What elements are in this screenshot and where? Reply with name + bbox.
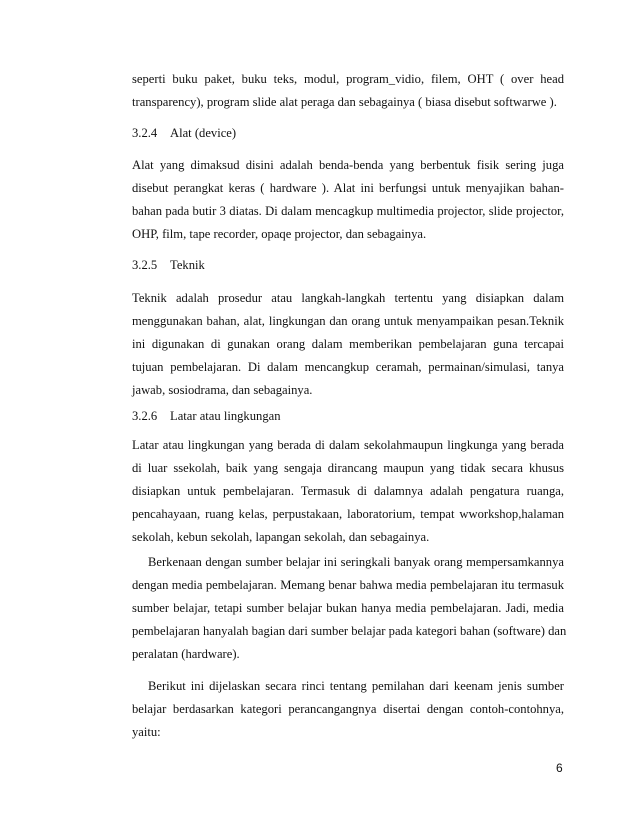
text-line: di luar ssekolah, baik yang sengaja dirancang maupun yang tidak secara khusus <box>132 461 564 475</box>
text-line: transparency), program slide alat peraga dan sebagainya ( biasa disebut softwarwe ). <box>132 95 557 109</box>
text-line: pencahayaan, ruang kelas, perpustakaan, laboratorium, tempat wworkshop,halaman <box>132 507 564 521</box>
section-title: Alat (device) <box>170 126 237 140</box>
text-line: belajar berdasarkan kategori perancangangnya disertai dengan contoh-contohnya, <box>132 702 564 716</box>
text-line: disiapkan untuk pembelajaran. Termasuk di dalamnya adalah pengatura ruanga, <box>132 484 564 498</box>
section-number: 3.2.6 <box>132 409 158 423</box>
teknik-paragraph <box>132 287 564 402</box>
text-line: sekolah, kebun sekolah, lapangan sekolah, dan sebagainya. <box>132 530 430 544</box>
text-line: yaitu: <box>132 725 161 739</box>
page-number: 6 <box>556 761 563 775</box>
text-line: bahan pada butir 3 diatas. Di dalam mencagkup multimedia projector, slide projector, <box>132 204 564 218</box>
text-line: peralatan (hardware). <box>132 647 240 661</box>
section-title: Latar atau lingkungan <box>170 409 281 423</box>
text-line: sumber belajar, tetapi sumber belajar bukan hanya media pembelajaran. Jadi, media <box>132 601 564 615</box>
text-line: menggunakan bahan, alat, lingkungan dan orang untuk menyampaikan pesan.Teknik <box>132 314 564 328</box>
text-line: pembelajaran hanyalah bagian dari sumber belajar pada kategori bahan (software) dan <box>132 624 567 638</box>
section-heading-teknik <box>132 255 205 275</box>
device-paragraph <box>132 154 564 246</box>
section-heading-latar <box>132 406 281 426</box>
text-line: Latar atau lingkungan yang berada di dalam sekolahmaupun lingkunga yang berada <box>132 438 564 452</box>
berikut-paragraph <box>132 675 564 744</box>
text-line: Berkenaan dengan sumber belajar ini seringkali banyak orang mempersamkannya <box>148 555 564 569</box>
section-title: Teknik <box>170 258 205 272</box>
text-line: jawab, sosiodrama, dan sebagainya. <box>132 383 313 397</box>
text-line: dengan media pembelajaran. Memang benar bahwa media pembelajaran itu termasuk <box>132 578 564 592</box>
text-line: OHP, film, tape recorder, opaqe projector, dan sebagainya. <box>132 227 427 241</box>
intro-paragraph <box>132 68 564 114</box>
latar-paragraph <box>132 434 564 549</box>
section-heading-device <box>132 123 236 143</box>
text-line: Berikut ini dijelaskan secara rinci tentang pemilahan dari keenam jenis sumber <box>148 679 564 693</box>
text-line: disebut perangkat keras ( hardware ). Alat ini berfungsi untuk menyajikan bahan- <box>132 181 564 195</box>
text-line: Alat yang dimaksud disini adalah benda-benda yang berbentuk fisik sering juga <box>132 158 564 172</box>
text-line: seperti buku paket, buku teks, modul, program_vidio, filem, OHT ( over head <box>132 72 564 86</box>
section-number: 3.2.5 <box>132 258 158 272</box>
section-number: 3.2.4 <box>132 126 158 140</box>
text-line: tujuan pembelajaran. Di dalam mencangkup ceramah, permainan/simulasi, tanya <box>132 360 564 374</box>
text-line: Teknik adalah prosedur atau langkah-langkah tertentu yang disiapkan dalam <box>132 291 564 305</box>
text-line: ini digunakan di gunakan orang dalam memberikan pembelajaran guna tercapai <box>132 337 564 351</box>
berkenaan-paragraph <box>132 551 567 666</box>
